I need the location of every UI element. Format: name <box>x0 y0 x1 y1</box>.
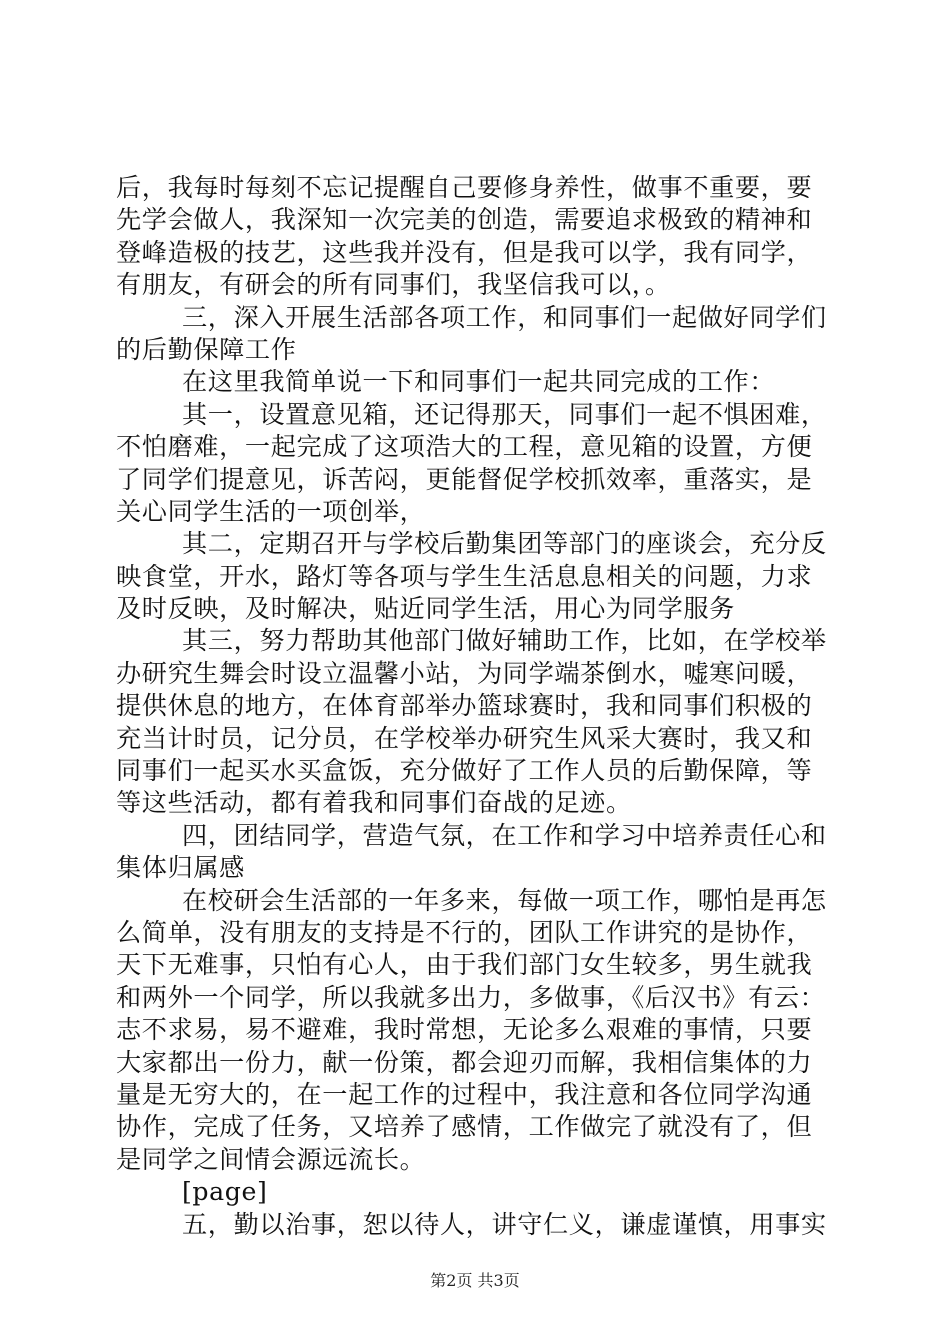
text-line: 其一，设置意见箱，还记得那天，同事们一起不惧困难， <box>182 399 827 429</box>
text-line: 充当计时员，记分员，在学校举办研究生风采大赛时，我又和 <box>116 723 813 753</box>
text-line: 天下无难事，只怕有心人，由于我们部门女生较多，男生就我 <box>116 950 813 980</box>
text-line: 四，团结同学，营造气氛，在工作和学习中培养责任心和 <box>182 820 827 850</box>
page-footer: 第2页 共3页 <box>430 1271 520 1290</box>
text-line: 登峰造极的技艺，这些我并没有，但是我可以学，我有同学， <box>116 237 813 267</box>
text-line: 三，深入开展生活部各项工作，和同事们一起做好同学们 <box>182 302 827 332</box>
text-line: 其二，定期召开与学校后勤集团等部门的座谈会，充分反 <box>182 529 827 559</box>
text-line: [page] <box>182 1177 268 1207</box>
text-line: 映食堂，开水，路灯等各项与学生生活息息相关的问题，力求 <box>116 561 813 591</box>
text-line: 了同学们提意见，诉苦闷，更能督促学校抓效率，重落实，是 <box>116 464 813 494</box>
text-line: 后，我每时每刻不忘记提醒自己要修身养性，做事不重要，要 <box>116 173 813 202</box>
text-line: 集体归属感 <box>116 853 245 883</box>
text-line: 大家都出一份力，献一份策，都会迎刃而解，我相信集体的力 <box>116 1047 813 1077</box>
text-line: 志不求易，易不避难，我时常想，无论多么艰难的事情，只要 <box>116 1015 813 1045</box>
text-line: 办研究生舞会时设立温馨小站，为同学端茶倒水，嘘寒问暖， <box>116 658 813 688</box>
text-line: 不怕磨难，一起完成了这项浩大的工程，意见箱的设置，方便 <box>116 432 813 462</box>
text-line: 在校研会生活部的一年多来，每做一项工作，哪怕是再怎 <box>182 885 827 915</box>
text-line: 五，勤以治事，恕以待人，讲守仁义，谦虚谨慎，用事实 <box>182 1209 827 1239</box>
text-line: 协作，完成了任务，又培养了感情，工作做完了就没有了，但 <box>116 1112 813 1142</box>
text-line: 和两外一个同学，所以我就多出力，多做事，《后汉书》有云： <box>116 982 826 1012</box>
text-line: 的后勤保障工作 <box>116 334 297 364</box>
text-line: 有朋友，有研会的所有同事们，我坚信我可以，。 <box>116 270 671 300</box>
text-line: 先学会做人，我深知一次完美的创造，需要追求极致的精神和 <box>116 205 813 235</box>
text-line: 是同学之间情会源远流长。 <box>116 1144 426 1174</box>
text-line: 其三，努力帮助其他部门做好辅助工作，比如，在学校举 <box>182 626 827 656</box>
text-line: 及时反映，及时解决，贴近同学生活，用心为同学服务 <box>116 594 735 624</box>
text-line: 在这里我简单说一下和同事们一起共同完成的工作： <box>182 367 776 397</box>
document-body <box>116 172 836 1241</box>
text-line: 同事们一起买水买盒饭，充分做好了工作人员的后勤保障，等 <box>116 756 813 786</box>
text-line: 么简单，没有朋友的支持是不行的，团队工作讲究的是协作， <box>116 917 813 947</box>
text-line: 关心同学生活的一项创举， <box>116 496 426 526</box>
text-line: 等这些活动，都有着我和同事们奋战的足迹。 <box>116 788 632 818</box>
text-line: 提供休息的地方，在体育部举办篮球赛时，我和同事们积极的 <box>116 691 813 721</box>
text-line: 量是无穷大的，在一起工作的过程中，我注意和各位同学沟通 <box>116 1079 813 1109</box>
